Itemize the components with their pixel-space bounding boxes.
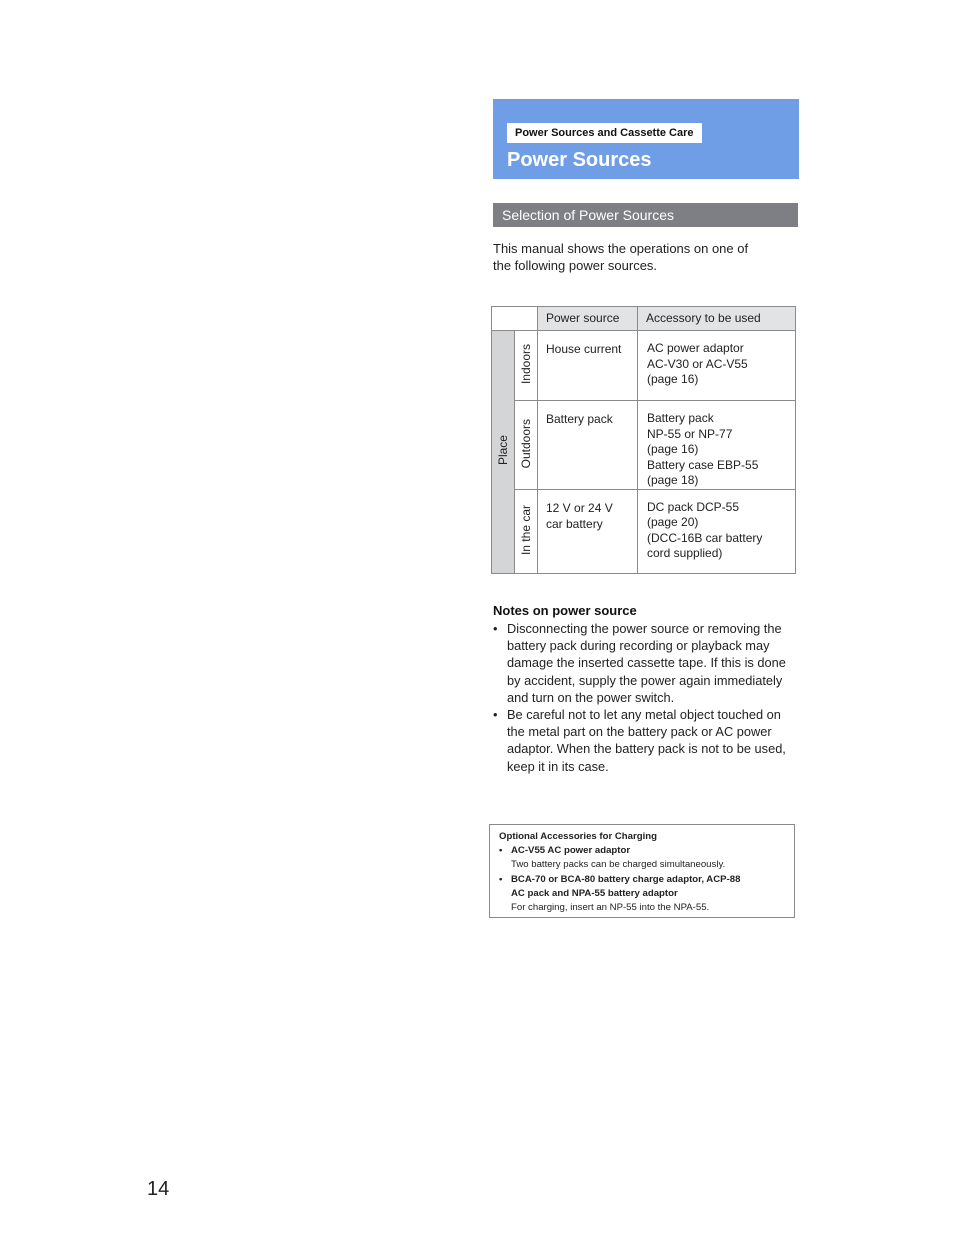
- optional-item-note: Two battery packs can be charged simultaneously.: [511, 859, 726, 871]
- note-text: Be careful not to let any metal object touched on the metal part on the battery pack or AC power adaptor. When the battery pack is not to be used, keep it in its case.: [507, 707, 786, 774]
- location-cell: [515, 401, 538, 490]
- chapter-tab: Power Sources and Cassette Care: [507, 123, 702, 143]
- table-corner-cell: [492, 307, 538, 331]
- bullet-icon: •: [499, 845, 503, 857]
- optional-item-note: For charging, insert an NP-55 into the NPA-55.: [511, 902, 710, 914]
- accessory-text: (page 16): [647, 442, 699, 456]
- power-source-table: [491, 306, 796, 574]
- source-text: House current: [546, 342, 622, 356]
- accessory-text: cord supplied): [647, 546, 723, 560]
- source-text: car battery: [546, 516, 603, 531]
- accessory-text: (page 20): [647, 515, 699, 529]
- table-row: [492, 401, 796, 490]
- accessory-text: Battery pack: [647, 411, 714, 425]
- notes-title: Notes on power source: [493, 603, 637, 618]
- optional-accessories-box: [489, 824, 795, 918]
- optional-accessories-title: Optional Accessories for Charging: [499, 831, 657, 842]
- place-label: Place: [496, 435, 510, 466]
- column-header-accessory: Accessory to be used: [638, 307, 796, 331]
- bullet-icon: •: [493, 621, 498, 636]
- accessory-cell: [638, 331, 796, 401]
- accessory-text: NP-55 or NP-77: [647, 426, 733, 441]
- accessory-text: (DCC-16B car battery: [647, 530, 763, 545]
- table-header-row: [492, 307, 796, 331]
- column-header-power-source: Power source: [538, 307, 638, 331]
- intro-paragraph: [493, 240, 793, 274]
- note-item: [493, 620, 795, 706]
- accessory-text: (page 18): [647, 473, 699, 487]
- source-text: 12 V or 24 V: [546, 500, 613, 515]
- page-number: 14: [147, 1178, 170, 1200]
- source-text: Battery pack: [546, 412, 613, 426]
- bullet-icon: •: [493, 707, 498, 723]
- source-cell: [538, 331, 638, 401]
- table-row: [492, 331, 796, 401]
- page-title: Power Sources: [507, 149, 652, 171]
- location-label: In the car: [519, 504, 533, 555]
- accessory-text: (page 16): [647, 372, 699, 386]
- location-cell: [515, 489, 538, 574]
- bullet-icon: •: [499, 873, 503, 885]
- accessory-cell: [638, 489, 796, 574]
- accessory-text: AC power adaptor: [647, 341, 744, 355]
- intro-line: the following power sources.: [493, 258, 658, 273]
- location-cell: [515, 331, 538, 401]
- source-cell: [538, 401, 638, 490]
- source-cell: [538, 489, 638, 574]
- note-item: [493, 706, 795, 775]
- intro-line: This manual shows the operations on one of: [493, 241, 749, 256]
- optional-item-text: BCA-70 or BCA-80 battery charge adaptor, ACP-88: [511, 873, 741, 885]
- accessory-text: DC pack DCP-55: [647, 499, 740, 514]
- optional-item-text-continued: AC pack and NPA-55 battery adaptor: [511, 887, 678, 899]
- note-text: Disconnecting the power source or removing the battery pack during recording or playback may damage the inserted cassette tape. If this is done by accident, supply the power again immediately and turn on the power switch.: [507, 621, 786, 705]
- header-band: [493, 99, 799, 179]
- place-group-cell: [492, 331, 515, 574]
- optional-item: [499, 844, 794, 858]
- optional-item-text: AC-V55 AC power adaptor: [511, 845, 631, 857]
- accessory-cell: [638, 401, 796, 490]
- location-label: Indoors: [519, 343, 533, 385]
- location-label: Outdoors: [519, 418, 533, 468]
- section-heading: Selection of Power Sources: [493, 203, 798, 227]
- accessory-text: Battery case EBP-55: [647, 457, 759, 472]
- optional-item: [499, 873, 794, 887]
- notes-list: [493, 620, 795, 775]
- accessory-text: AC-V30 or AC-V55: [647, 356, 748, 371]
- table-row: [492, 489, 796, 574]
